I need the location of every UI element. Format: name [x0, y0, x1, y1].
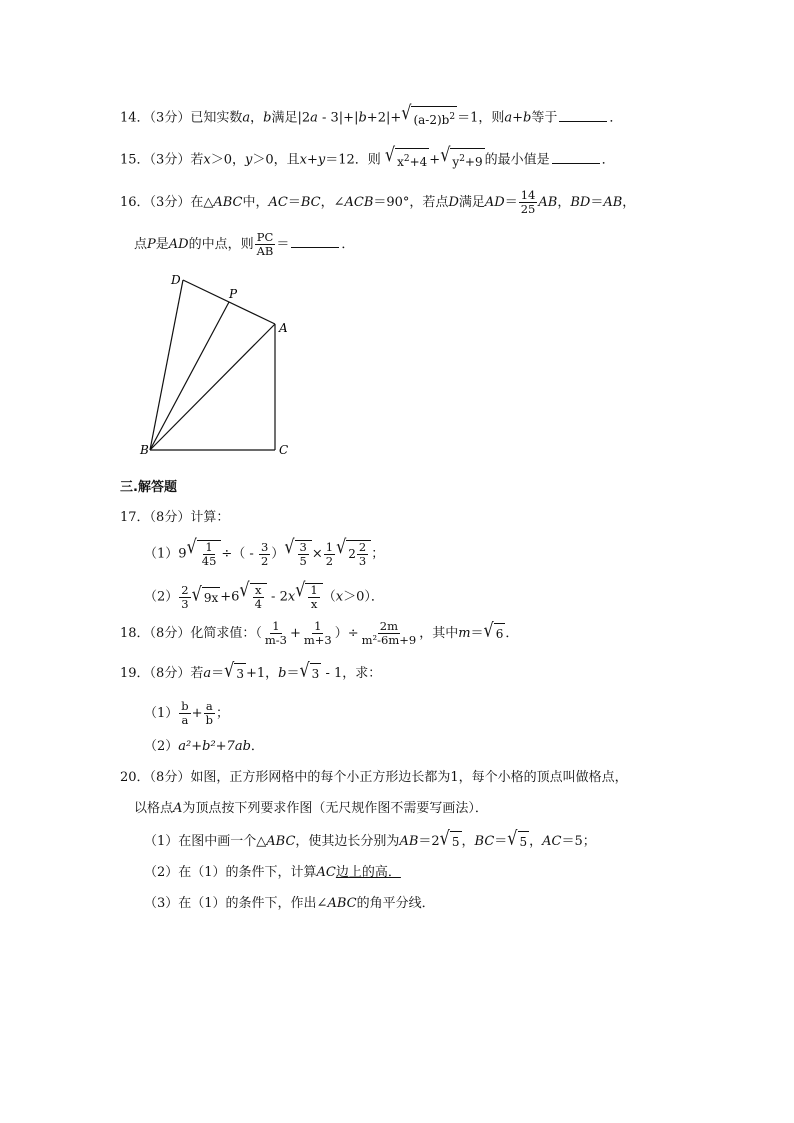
- question-18: 18．（8分）化简求值：（ $\frac{1}{m-3}$ + $\frac{1}{m+3}$ ）÷ $\frac{2m}{\text{m²-6m+9}}$ ，其中m＝ √ 6 ．: [120, 618, 519, 647]
- answer-blank[interactable]: [291, 235, 339, 248]
- radical: √ $x^2+4$: [385, 148, 429, 172]
- segment-bd: [150, 280, 183, 450]
- label-c: C: [279, 443, 289, 457]
- question-20-part2: （2）在（1）的条件下，计算AC边上的高．: [144, 865, 401, 880]
- answer-blank[interactable]: [552, 151, 600, 164]
- question-19-part1: （1） $\frac{b}{a}$ + $\frac{a}{b}$ ；: [144, 699, 229, 727]
- answer-blank[interactable]: [559, 109, 607, 122]
- label-d: D: [171, 273, 181, 287]
- fraction: $\frac{PC}{AB}$: [256, 230, 274, 258]
- radical: √ $(a-2)b^2$: [401, 106, 457, 130]
- question-20: 20．（8分）如图，正方形网格中的每个小正方形边长都为1，每个小格的顶点叫做格点，: [120, 770, 628, 785]
- label-a: A: [279, 321, 288, 335]
- question-17-part1: （1）9 √ $\frac{1}{45}$ ÷（ - $\frac{3}{2}$ ） √ $\frac{3}{5}$ × $\frac{1}{2}$ √ 2 $\frac{2}{3}$ ；: [144, 534, 385, 568]
- question-20-line2: 以格点A为顶点按下列要求作图（无尺规作图不需要写画法）．: [134, 801, 488, 816]
- label-p: P: [229, 287, 238, 301]
- question-19-part2: （2）a²+b²+7ab．: [144, 739, 264, 754]
- question-14: 14．（3分）已知实数a，b满足|2a - 3|+|b+2|+ √ $(a-2)b^2$ ＝1，则a+b等于 ．: [120, 106, 622, 130]
- question-20-part3: （3）在（1）的条件下，作出∠ABC的角平分线．: [144, 896, 435, 911]
- question-17: 17．（8分）计算：: [120, 510, 230, 525]
- question-19: 19．（8分）若a＝ √ 3 +1，b＝ √ 3 - 1，求：: [120, 663, 381, 684]
- question-20-part1: （1）在图中画一个△ABC，使其边长分别为AB＝2 √ 5 ，BC＝ √ 5 ，AC＝5；: [144, 831, 596, 852]
- fraction: $\frac{14}{25}$: [520, 188, 536, 216]
- radical: √ $y^2+9$: [440, 148, 484, 172]
- question-16-line2: 点P是AD的中点，则 $\frac{PC}{AB}$ ＝ ．: [134, 230, 355, 258]
- geometry-figure: [136, 268, 306, 464]
- question-17-part2: （2） $\frac{2}{3}$ √ 9x +6 √ $\frac{x}{4}$ - 2x √ $\frac{1}{x}$ （x＞0）．: [144, 577, 384, 611]
- section-title: 三.解答题: [120, 480, 177, 495]
- segment-bp: [150, 302, 229, 450]
- label-b: B: [140, 443, 149, 457]
- question-15: 15．（3分）若x＞0，y＞0，且x+y＝12．则 √ $x^2+4$ + √ $y^2+9$ 的最小值是 ．: [120, 148, 615, 172]
- question-16: 16．（3分）在△ABC中，AC＝BC，∠ACB＝90°，若点D满足AD＝ $\frac{14}{25}$ AB，BD＝AB，: [120, 188, 636, 216]
- segment-ba: [150, 324, 275, 450]
